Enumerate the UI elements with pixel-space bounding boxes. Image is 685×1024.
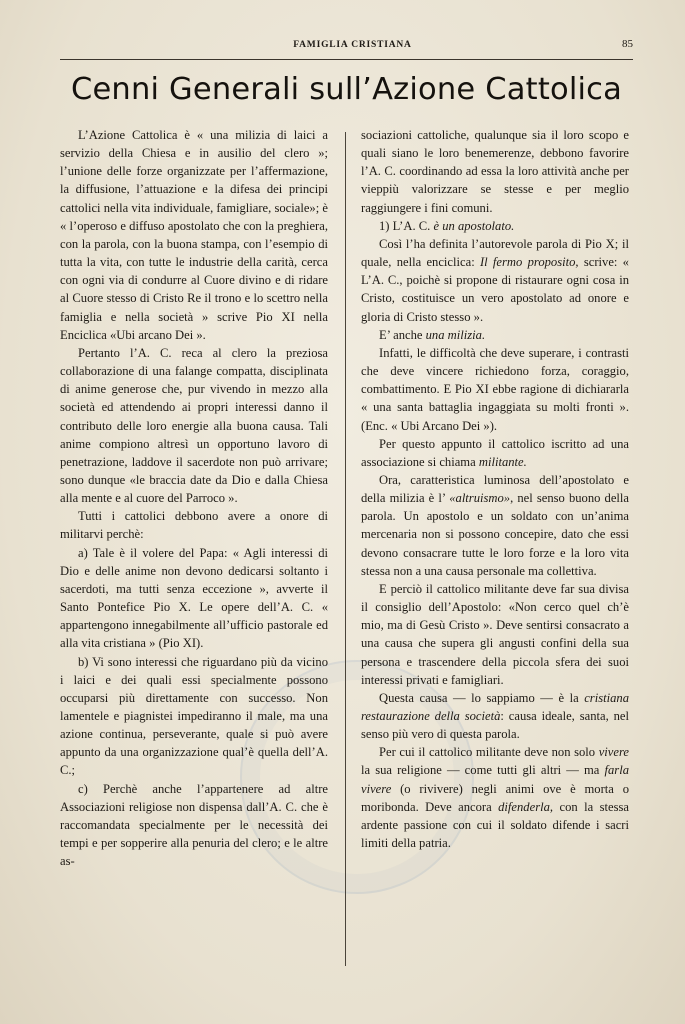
paragraph-altruism bbox=[361, 471, 629, 580]
emphasis: militante. bbox=[478, 454, 527, 469]
left-column bbox=[60, 126, 328, 870]
paragraph-point-b: b) Vi sono interessi che riguardano più da vicino i laici e dei quali essi specialmente possono occuparsi più direttamente con successo. Non lamentele e piagnistei impediranno il male, ma una azione continua, perseverante, quale si può avere appunto da una organizzazione qual’è quella dell’A. C.; bbox=[60, 654, 328, 778]
emphasis: una milizia. bbox=[425, 327, 486, 342]
paragraph-difficulties: Infatti, le difficoltà che deve superare, i contrasti che deve vincere richiedono forza, coraggio, combattimento. E Pio XI ebbe ragione di dichiararla « una santa battaglia ingaggiata su molti fronti ». (Enc. « Ubi Arcano Dei »). bbox=[361, 345, 629, 433]
article-title: Cenni Generali sull’Azione Cattolica bbox=[70, 72, 623, 107]
paragraph-collaboration: Pertanto l’A. C. reca al clero la preziosa collaborazione di una falange compatta, disciplinata di anime generose che, pur vivendo in mezzo alla società ed attendendo ai propri interessi danno il contributo delle loro energie alla buona causa. Tali anime compiono altresì un opportuno lavoro di penetrazione, laddove il sacerdote non può arrivare; sono dunque «le braccia date da Dio e dalla Chiesa alla mente e al cuore del Parroco ». bbox=[60, 345, 328, 506]
text-run: Questa causa — lo sappiamo — è la bbox=[379, 690, 585, 705]
text-run: Ora, caratteristica luminosa dell’apostolato e della milizia è l’ bbox=[361, 472, 629, 506]
paragraph-continuation: sociazioni cattoliche, qualunque sia il loro scopo e quali siano le loro benemerenze, debbono favorire l’A. C. coordinando ad essa la loro attività anche per vieppiù valorizzare se stesse e per meglio raggiungere i fini comuni. bbox=[361, 128, 629, 215]
page-number: 85 bbox=[622, 38, 633, 50]
text-run: scrive: « L’A. C., poichè si propone di ristaurare ogni cosa in Cristo, costituisce un vero apostolato ad onore e gloria di Cristo stesso ». bbox=[361, 255, 629, 324]
emphasis: vivere bbox=[598, 745, 629, 760]
text-run: con la stessa ardente passione con cui il soldato difende i sacri limiti della patria. bbox=[361, 799, 629, 851]
paragraph-apostolate-heading bbox=[361, 217, 629, 235]
paragraph-militia-heading bbox=[361, 326, 629, 344]
running-head bbox=[60, 40, 645, 56]
text-run: Per questo appunto il cattolico iscritto ad una associazione si chiama bbox=[361, 436, 629, 469]
paragraph-point-c: c) Perchè anche l’appartenere ad altre Associazioni religiose non dispensa dall’A. C. che è raccomandata specialmente per le necessità dei tempi e per sopperire alla penuria del clero; e le altre as- bbox=[60, 781, 328, 869]
paragraph-pio-x bbox=[361, 235, 629, 326]
emphasis: cristiana restaurazione della società bbox=[361, 690, 629, 723]
header-rule bbox=[60, 59, 633, 60]
text-run: , nel senso buono della parola. Un apostolo e un soldato con un’anima mercenaria non si possono concepire, dato che essi devono consacrare tutte le loro forze e la loro vita stessa non a una causa personale ma collettiva. bbox=[361, 491, 630, 578]
paragraph-apostle-advice: E perciò il cattolico militante deve far sua divisa il consiglio dell’Apostolo: «Non cerco quel ch’è mio, ma di Gesù Cristo ». Deve sentirsi consacrato a una causa che supera gli angusti confini della sua persona e trascendere della piccola sfera dei suoi interessi privati e famigliari. bbox=[361, 581, 629, 687]
emphasis: Il fermo proposito, bbox=[479, 255, 579, 270]
text-run: : causa ideale, santa, nel senso più vero di questa parola. bbox=[361, 709, 629, 742]
paragraph-all-catholics: Tutti i cattolici debbono avere a onore di militarvi perchè: bbox=[60, 509, 328, 542]
right-column bbox=[361, 126, 629, 852]
emphasis: è un apostolato. bbox=[433, 218, 515, 233]
column-rule bbox=[345, 132, 346, 966]
paragraph-cause bbox=[361, 689, 629, 743]
text-run: Per cui il cattolico militante deve non solo bbox=[379, 745, 599, 760]
running-title: FAMIGLIA CRISTIANA bbox=[293, 40, 412, 50]
paragraph-militant bbox=[361, 435, 629, 471]
text-run: Così l’ha definita l’autorevole parola di Pio X; il quale, nella enciclica: bbox=[361, 236, 629, 270]
emphasis: difenderla, bbox=[498, 799, 554, 814]
text-run: la sua religione — come tutti gli altri — ma bbox=[361, 763, 605, 778]
paragraph-definition: L’Azione Cattolica è « una milizia di laici a servizio della Chiesa e in ausilio del clero »; l’unione delle forze organizzate per l’affermazione, la diffusione, l’attuazione e la difesa dei principi cattolici nella vita individuale, famigliare, sociale»; è « l’operoso e diffuso apostolato che con la preghiera, con la parola, con la buona stampa, con l’esempio di tutta la vita, con tutte le industrie della carità, cerca con ogni via di condurre al Cuore divino e di ridare al Cuore stesso di Cristo Re il trono e lo scettro nella famiglia e nella società » scrive Pio XI nella Enciclica «Ubi arcano Dei ». bbox=[60, 128, 328, 342]
emphasis: «altruismo» bbox=[449, 491, 511, 506]
paragraph-point-a: a) Tale è il volere del Papa: « Agli interessi di Dio e delle anime non devono dedicarsi soltanto i sacerdoti, ma tutti senza eccezione », avverte il Santo Pontefice Pio X. Le opere dell’A. C. « appartengono innegabilmente all’ufficio pastorale ed alla vita cristiana » (Pio XI). bbox=[60, 545, 328, 651]
text-run: (o rivivere) negli animi ove è morta o moribonda. Deve ancora bbox=[361, 781, 629, 814]
text-run: E’ anche bbox=[379, 327, 426, 342]
emphasis: farla vivere bbox=[361, 763, 629, 796]
paragraph-live-religion bbox=[361, 743, 629, 852]
text-run: 1) L’A. C. bbox=[379, 218, 434, 233]
